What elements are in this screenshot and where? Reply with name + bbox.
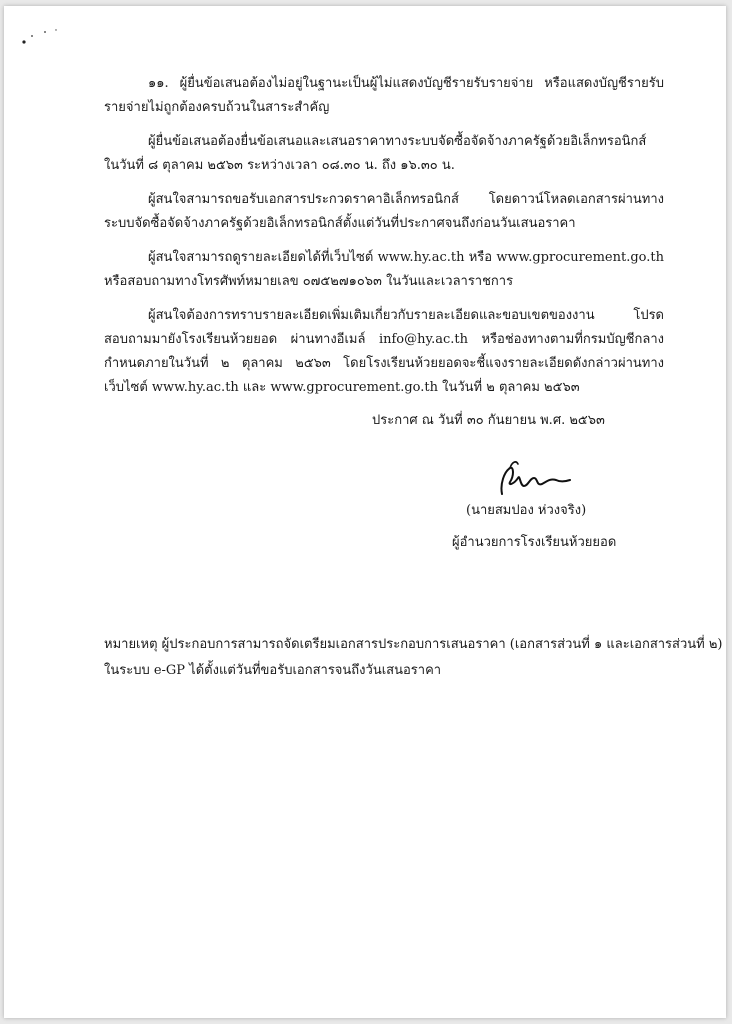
- paragraph-submission: ผู้ยื่นข้อเสนอต้องยื่นข้อเสนอและเสนอราคาทางระบบจัดซื้อจัดจ้างภาครัฐด้วยอิเล็กทรอนิกส์ ในวันที่ ๘ ตุลาคม ๒๕๖๓ ระหว่างเวลา ๐๘.๓๐ น. ถึง ๑๖.๓๐ น.: [104, 134, 647, 173]
- signature-image: [490, 456, 576, 502]
- remark-note: [104, 632, 723, 684]
- document-page: [4, 6, 726, 1018]
- paragraph-qualification: ๑๑. ผู้ยื่นข้อเสนอต้องไม่อยู่ในฐานะเป็นผู้ไม่แสดงบัญชีรายรับรายจ่าย หรือแสดงบัญชีรายรับรายจ่ายไม่ถูกต้องครบถ้วนในสาระสำคัญ: [104, 76, 664, 115]
- remark-line: ในระบบ e-GP ได้ตั้งแต่วันที่ขอรับเอกสารจนถึงวันเสนอราคา: [104, 663, 442, 678]
- document-body: [104, 72, 664, 410]
- announcement-date: ประกาศ ณ วันที่ ๓๐ กันยายน พ.ศ. ๒๕๖๓: [372, 413, 605, 428]
- scan-specks: [18, 20, 68, 50]
- paragraph-download: ผู้สนใจสามารถขอรับเอกสารประกวดราคาอิเล็กทรอนิกส์ โดยดาวน์โหลดเอกสารผ่านทางระบบจัดซื้อจัดจ้างภาครัฐด้วยอิเล็กทรอนิกส์ตั้งแต่วันที่ประกาศจนถึงก่อนวันเสนอราคา: [104, 192, 664, 231]
- paragraph-contact: ผู้สนใจสามารถดูรายละเอียดได้ที่เว็บไซต์ www.hy.ac.th หรือ www.gprocurement.go.th หรือสอบถามทางโทรศัพท์หมายเลข ๐๗๕๒๗๑๐๖๓ ในวันและเวลาราชการ: [104, 250, 664, 289]
- signer-name: (นายสมปอง ห่วงจริง): [466, 503, 587, 518]
- remark-line: หมายเหตุ ผู้ประกอบการสามารถจัดเตรียมเอกสารประกอบการเสนอราคา (เอกสารส่วนที่ ๑ และเอกสารส่วนที่ ๒): [104, 637, 723, 652]
- paragraph-inquiry: ผู้สนใจต้องการทราบรายละเอียดเพิ่มเติมเกี่ยวกับรายละเอียดและขอบเขตของงาน โปรดสอบถามมายังโรงเรียนห้วยยอด ผ่านทางอีเมล์ info@hy.ac.th หรือช่องทางตามที่กรมบัญชีกลางกำหนดภายในวันที่ ๒ ตุลาคม ๒๕๖๓ โดยโรงเรียนห้วยยอดจะชี้แจงรายละเอียดดังกล่าวผ่านทางเว็บไซต์ www.hy.ac.th และ www.gprocurement.go.th ในวันที่ ๒ ตุลาคม ๒๕๖๓: [104, 308, 664, 395]
- signer-title: ผู้อำนวยการโรงเรียนห้วยยอด: [452, 535, 617, 550]
